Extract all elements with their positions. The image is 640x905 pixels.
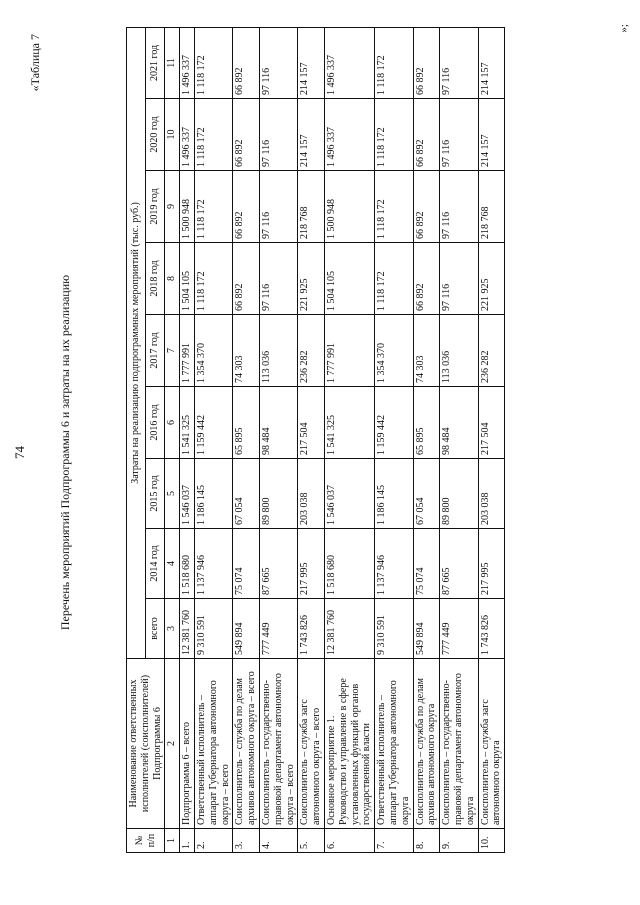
cost-cell: 1 504 105 <box>180 243 195 315</box>
row-number: 10. <box>478 829 505 853</box>
cost-cell: 1 500 948 <box>180 171 195 243</box>
cost-cell: 65 895 <box>233 387 260 459</box>
cost-cell: 1 496 337 <box>180 27 195 98</box>
cost-cell: 98 484 <box>259 387 297 459</box>
cost-cell: 1 118 172 <box>194 27 232 98</box>
row-name: Соисполнитель – служба по делам архивов автономного округа <box>413 659 440 829</box>
cost-cell: 9 310 591 <box>194 599 232 659</box>
table-row <box>194 27 232 852</box>
cost-cell: 214 157 <box>478 27 505 98</box>
col-year-header: 2014 год <box>146 529 165 599</box>
cost-cell: 221 925 <box>298 243 325 315</box>
cost-cell: 89 800 <box>440 459 478 529</box>
cost-cell: 203 038 <box>298 459 325 529</box>
cost-cell: 12 381 760 <box>324 599 374 659</box>
col-index: 3 <box>165 599 180 659</box>
table-row <box>413 27 440 852</box>
table-label: «Таблица 7 <box>28 34 42 92</box>
page-number: 74 <box>12 446 27 459</box>
cost-cell: 1 777 991 <box>324 315 374 387</box>
cost-cell: 214 157 <box>478 99 505 171</box>
cost-cell: 9 310 591 <box>375 599 413 659</box>
cost-cell: 214 157 <box>298 27 325 98</box>
row-name: Ответственный исполнитель – аппарат Губернатора автономного округа <box>375 659 413 829</box>
cost-cell: 1 137 946 <box>375 529 413 599</box>
row-number: 9. <box>440 829 478 853</box>
col-year-header: 2016 год <box>146 387 165 459</box>
costs-table <box>126 27 505 853</box>
col-total-header: всего <box>146 599 165 659</box>
cost-cell: 1 137 946 <box>194 529 232 599</box>
row-number: 7. <box>375 829 413 853</box>
col-index: 4 <box>165 529 180 599</box>
cost-cell: 97 116 <box>259 171 297 243</box>
table-row <box>259 27 297 852</box>
cost-cell: 777 449 <box>440 599 478 659</box>
cost-cell: 97 116 <box>440 243 478 315</box>
cost-cell: 1 518 680 <box>180 529 195 599</box>
cost-cell: 1 118 172 <box>375 171 413 243</box>
cost-cell: 1 546 037 <box>324 459 374 529</box>
cost-cell: 66 892 <box>413 99 440 171</box>
table-row <box>440 27 478 852</box>
cost-cell: 74 303 <box>233 315 260 387</box>
col-index: 6 <box>165 387 180 459</box>
row-name: Соисполнитель – служба по делам архивов автономного округа – всего <box>233 659 260 829</box>
cost-cell: 217 504 <box>298 387 325 459</box>
cost-cell: 1 496 337 <box>324 27 374 98</box>
cost-cell: 97 116 <box>440 27 478 98</box>
col-index: 9 <box>165 171 180 243</box>
cost-cell: 89 800 <box>259 459 297 529</box>
col-index: 2 <box>165 659 180 829</box>
row-number: 5. <box>298 829 325 853</box>
cost-cell: 65 895 <box>413 387 440 459</box>
row-number: 3. <box>233 829 260 853</box>
cost-cell: 66 892 <box>413 243 440 315</box>
cost-cell: 66 892 <box>233 99 260 171</box>
cost-cell: 218 768 <box>478 171 505 243</box>
cost-cell: 236 282 <box>478 315 505 387</box>
cost-cell: 1 118 172 <box>375 243 413 315</box>
cost-cell: 203 038 <box>478 459 505 529</box>
column-index-row <box>165 27 180 852</box>
cost-cell: 113 036 <box>259 315 297 387</box>
row-name: Основное мероприятие 1. Руководство и управление в сфере установленных функций органов государственной власти <box>324 659 374 829</box>
cost-cell: 1 159 442 <box>194 387 232 459</box>
cost-cell: 1 518 680 <box>324 529 374 599</box>
table-row <box>233 27 260 852</box>
cost-cell: 97 116 <box>259 243 297 315</box>
table-row <box>375 27 413 852</box>
cost-cell: 1 186 145 <box>194 459 232 529</box>
cost-cell: 549 894 <box>413 599 440 659</box>
cost-cell: 236 282 <box>298 315 325 387</box>
cost-cell: 1 186 145 <box>375 459 413 529</box>
col-year-header: 2020 год <box>146 99 165 171</box>
document-title: Перечень мероприятий Подпрограммы 6 и затраты на их реализацию <box>58 274 72 631</box>
cost-cell: 1 500 948 <box>324 171 374 243</box>
cost-cell: 214 157 <box>298 99 325 171</box>
cost-cell: 66 892 <box>233 243 260 315</box>
col-year-header: 2015 год <box>146 459 165 529</box>
cost-cell: 1 743 826 <box>478 599 505 659</box>
cost-cell: 1 546 037 <box>180 459 195 529</box>
header-row-1 <box>127 27 146 852</box>
cost-cell: 1 541 325 <box>180 387 195 459</box>
cost-cell: 97 116 <box>440 99 478 171</box>
cost-cell: 12 381 760 <box>180 599 195 659</box>
row-name: Ответственный исполнитель – аппарат Губернатора автономного округа – всего <box>194 659 232 829</box>
cost-cell: 1 118 172 <box>375 27 413 98</box>
cost-cell: 113 036 <box>440 315 478 387</box>
cost-cell: 66 892 <box>233 27 260 98</box>
col-num-header: № п/п <box>127 829 165 853</box>
cost-cell: 549 894 <box>233 599 260 659</box>
cost-cell: 1 496 337 <box>324 99 374 171</box>
table-row <box>478 27 505 852</box>
row-number: 1. <box>180 829 195 853</box>
cost-cell: 777 449 <box>259 599 297 659</box>
col-index: 11 <box>165 27 180 98</box>
row-number: 4. <box>259 829 297 853</box>
cost-cell: 87 665 <box>259 529 297 599</box>
cost-cell: 221 925 <box>478 243 505 315</box>
col-year-header: 2017 год <box>146 315 165 387</box>
col-year-header: 2019 год <box>146 171 165 243</box>
row-number: 6. <box>324 829 374 853</box>
cost-cell: 217 504 <box>478 387 505 459</box>
cost-cell: 98 484 <box>440 387 478 459</box>
cost-cell: 75 074 <box>233 529 260 599</box>
table-row <box>180 27 195 852</box>
cost-cell: 217 995 <box>298 529 325 599</box>
closing-quote: »; <box>618 24 630 33</box>
table-row <box>298 27 325 852</box>
col-name-header: Наименование ответственных исполнителей (соисполнителей) Подпрограммы 6 <box>127 659 165 829</box>
cost-cell: 1 496 337 <box>180 99 195 171</box>
col-year-header: 2018 год <box>146 243 165 315</box>
cost-cell: 97 116 <box>259 99 297 171</box>
cost-cell: 1 118 172 <box>194 99 232 171</box>
col-costs-header: Затраты на реализацию подпрограммных мероприятий (тыс. руб.) <box>127 27 146 658</box>
cost-cell: 217 995 <box>478 529 505 599</box>
cost-cell: 1 541 325 <box>324 387 374 459</box>
cost-cell: 1 743 826 <box>298 599 325 659</box>
cost-cell: 74 303 <box>413 315 440 387</box>
row-name: Соисполнитель – служба загс автономного округа – всего <box>298 659 325 829</box>
col-index: 5 <box>165 459 180 529</box>
cost-cell: 1 354 370 <box>375 315 413 387</box>
cost-cell: 1 159 442 <box>375 387 413 459</box>
cost-cell: 1 777 991 <box>180 315 195 387</box>
cost-cell: 67 054 <box>413 459 440 529</box>
row-name: Соисполнитель – государственно-правовой департамент автономного округа <box>440 659 478 829</box>
cost-cell: 67 054 <box>233 459 260 529</box>
row-number: 2. <box>194 829 232 853</box>
cost-cell: 1 118 172 <box>194 243 232 315</box>
cost-cell: 87 665 <box>440 529 478 599</box>
cost-cell: 1 118 172 <box>194 171 232 243</box>
cost-cell: 1 354 370 <box>194 315 232 387</box>
col-index: 10 <box>165 99 180 171</box>
cost-cell: 66 892 <box>413 171 440 243</box>
cost-cell: 97 116 <box>259 27 297 98</box>
col-index: 7 <box>165 315 180 387</box>
col-index: 8 <box>165 243 180 315</box>
cost-cell: 1 504 105 <box>324 243 374 315</box>
cost-cell: 75 074 <box>413 529 440 599</box>
row-name: Соисполнитель – служба загс автономного округа <box>478 659 505 829</box>
col-year-header: 2021 год <box>146 27 165 98</box>
cost-cell: 218 768 <box>298 171 325 243</box>
cost-cell: 1 118 172 <box>375 99 413 171</box>
cost-cell: 97 116 <box>440 171 478 243</box>
table-row <box>324 27 374 852</box>
col-index: 1 <box>165 829 180 853</box>
cost-cell: 66 892 <box>233 171 260 243</box>
row-number: 8. <box>413 829 440 853</box>
row-name: Соисполнитель – государственно-правовой департамент автономного округа – всего <box>259 659 297 829</box>
cost-cell: 66 892 <box>413 27 440 98</box>
row-name: Подпрограмма 6 – всего <box>180 659 195 829</box>
